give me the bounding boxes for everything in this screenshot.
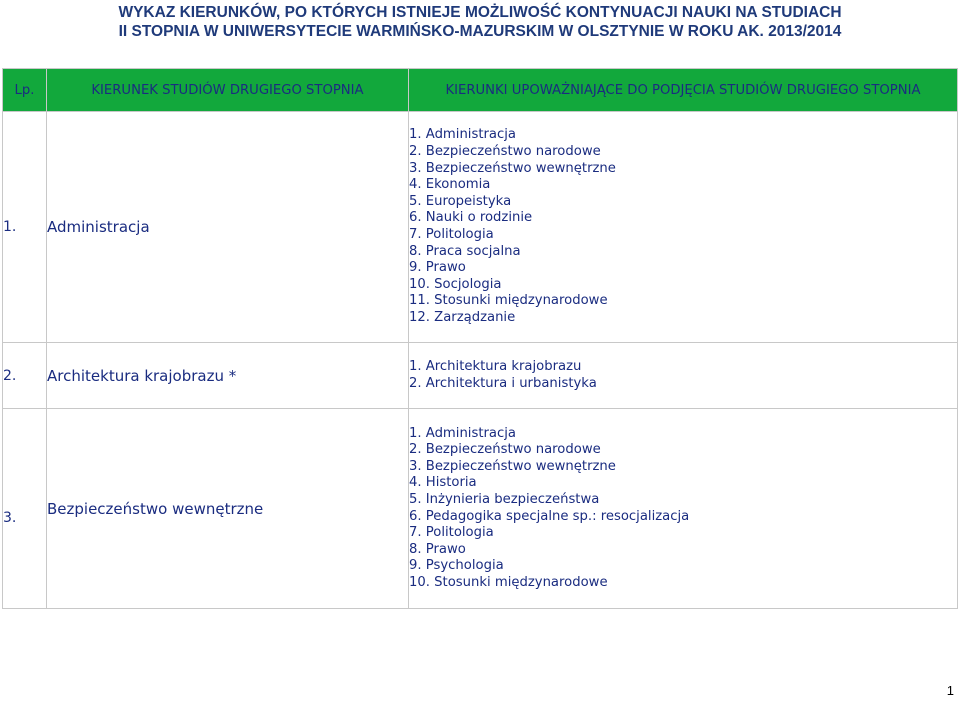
- page-number: 1: [946, 683, 954, 698]
- header-lp: Lp.: [3, 69, 47, 112]
- header-first-degree: KIERUNEK STUDIÓW DRUGIEGO STOPNIA: [47, 69, 409, 112]
- list-item: 8. Prawo: [409, 541, 466, 557]
- row-kierunek: Bezpieczeństwo wewnętrzne: [47, 409, 409, 609]
- list-item: 5. Inżynieria bezpieczeństwa: [409, 491, 600, 507]
- title-line-1: WYKAZ KIERUNKÓW, PO KTÓRYCH ISTNIEJE MOŻLIWOŚĆ KONTYNUACJI NAUKI NA STUDIACH: [118, 4, 842, 21]
- list-item: 7. Politologia: [409, 227, 494, 242]
- title-line-2: II STOPNIA W UNIWERSYTECIE WARMIŃSKO-MAZURSKIM W OLSZTYNIE W ROKU AK. 2013/2014: [118, 23, 842, 40]
- row-kierunek: Administracja: [47, 112, 409, 343]
- list-item: 1. Architektura krajobrazu: [409, 358, 582, 374]
- list-item: 6. Pedagogika specjalne sp.: resocjalizacja: [409, 508, 690, 524]
- list-item: 8. Praca socjalna: [409, 243, 521, 259]
- list-item: 2. Bezpieczeństwo narodowe: [409, 442, 601, 458]
- header-eligible: KIERUNKI UPOWAŻNIAJĄCE DO PODJĘCIA STUDIÓW DRUGIEGO STOPNIA: [409, 69, 958, 112]
- list-item: 3. Bezpieczeństwo wewnętrzne: [409, 160, 616, 176]
- list-item: 2. Architektura i urbanistyka: [409, 375, 597, 391]
- list-item: 4. Ekonomia: [409, 177, 491, 193]
- row-lp: 2.: [3, 343, 47, 409]
- list-item: 12. Zarządzanie: [409, 309, 516, 325]
- row-eligible-list: [409, 409, 958, 609]
- list-item: 3. Bezpieczeństwo wewnętrzne: [409, 458, 616, 474]
- row-kierunek: Architektura krajobrazu *: [47, 343, 409, 409]
- list-item: 11. Stosunki międzynarodowe: [409, 293, 608, 309]
- programs-table: [2, 68, 958, 609]
- list-item: 1. Administracja: [409, 425, 517, 441]
- list-item: 2. Bezpieczeństwo narodowe: [409, 144, 601, 160]
- list-item: 1. Administracja: [409, 127, 517, 143]
- list-item: 6. Nauki o rodzinie: [409, 210, 533, 226]
- list-item: 5. Europeistyka: [409, 193, 512, 209]
- list-item: 10. Socjologia: [409, 276, 502, 292]
- row-eligible-list: [409, 343, 958, 409]
- table-header-row: [3, 69, 958, 112]
- list-item: 9. Prawo: [409, 260, 466, 276]
- row-lp: 3.: [3, 409, 47, 609]
- table-row: [3, 409, 958, 609]
- list-item: 4. Historia: [409, 475, 477, 491]
- row-lp: 1.: [3, 112, 47, 343]
- table-row: [3, 343, 958, 409]
- table-row: [3, 112, 958, 343]
- list-item: 7. Politologia: [409, 525, 494, 541]
- document-title: [0, 3, 960, 41]
- list-item: 10. Stosunki międzynarodowe: [409, 574, 608, 590]
- row-eligible-list: [409, 112, 958, 343]
- list-item: 9. Psychologia: [409, 558, 504, 574]
